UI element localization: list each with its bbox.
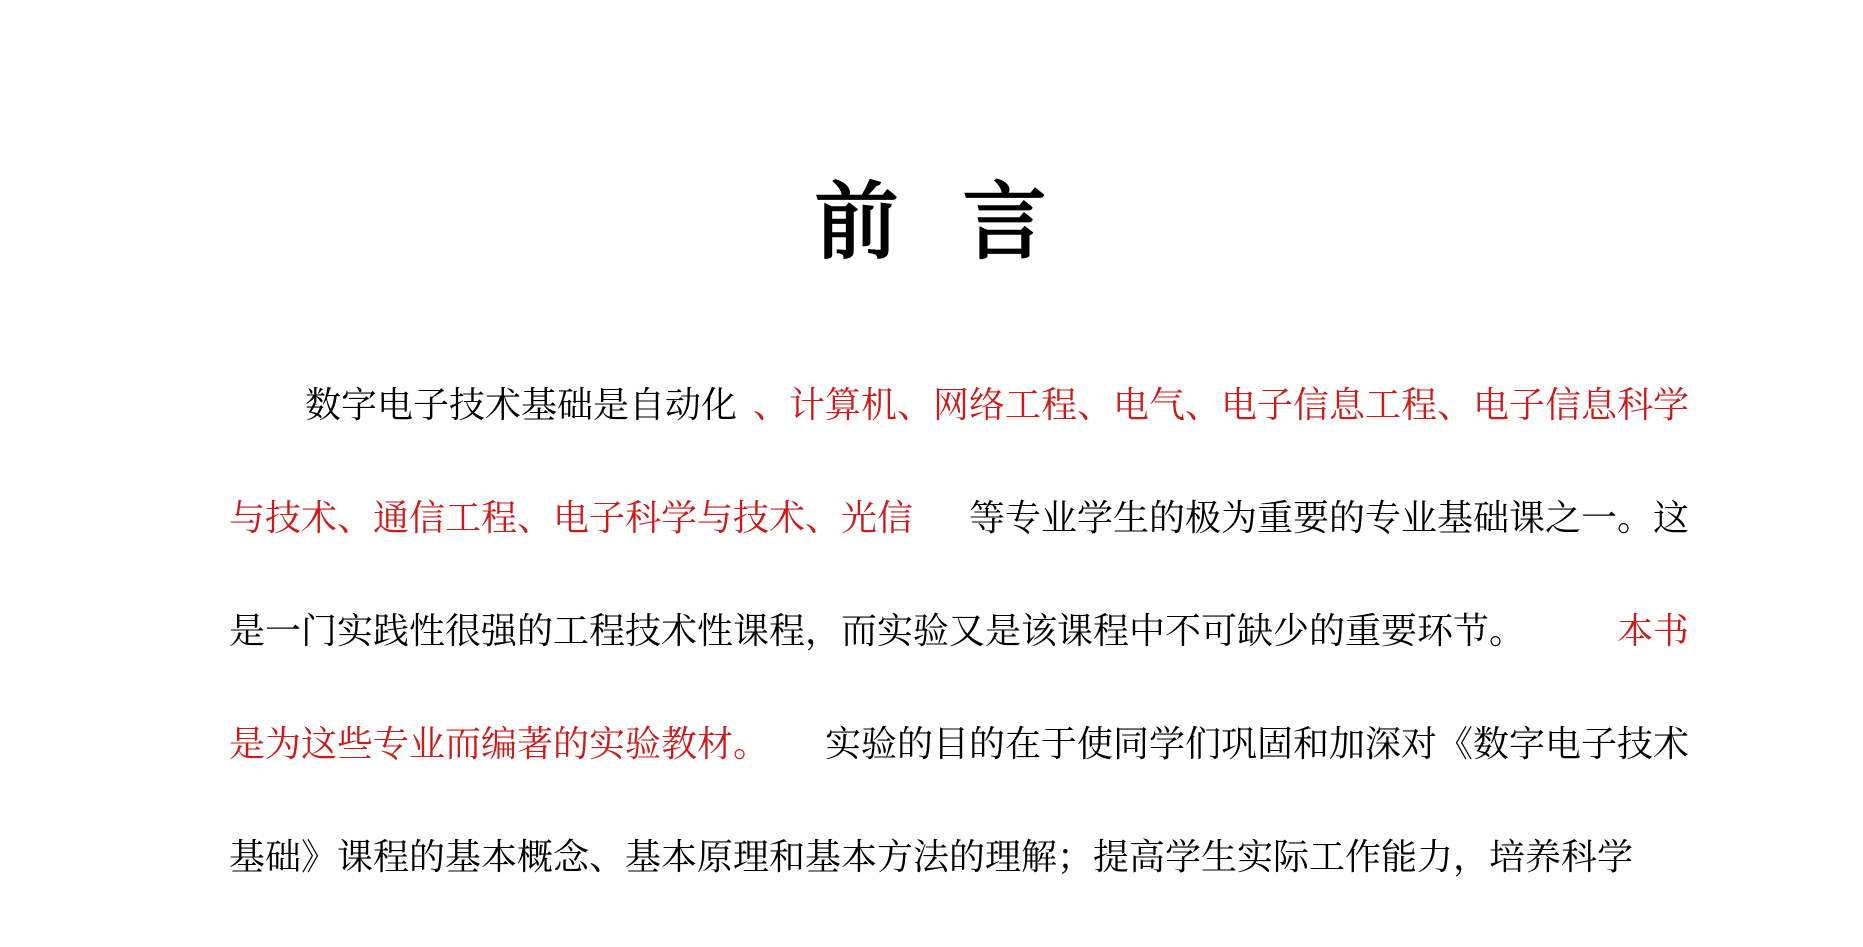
paragraph-line-1	[229, 382, 1689, 495]
line-4-text-normal: 实验的目的在于使同学们巩固和加深对《数字电子技术	[824, 724, 1689, 765]
line-2-text-highlight: 与技术、通信工程、电子科学与技术、光信	[229, 498, 914, 539]
line-3-text-highlight: 本书	[1616, 611, 1689, 652]
page-title	[0, 172, 1863, 272]
line-1-text-highlight: 、计算机、网络工程、电气、电子信息工程、电子信息科学	[752, 385, 1689, 426]
line-5-text-normal: 基础》课程的基本概念、基本原理和基本方法的理解；提高学生实际工作能力，培养科学	[229, 837, 1634, 878]
paragraph-line-3	[229, 608, 1689, 721]
line-1-text-normal: 数字电子技术基础是自动化	[305, 385, 738, 426]
line-4-text-highlight: 是为这些专业而编著的实验教材。	[229, 724, 770, 765]
paragraph-line-5	[229, 834, 1689, 947]
title-char-2: 言	[962, 173, 1049, 271]
title-char-1: 前	[814, 173, 901, 271]
line-2-text-normal: 等专业学生的极为重要的专业基础课之一。这	[968, 498, 1689, 539]
line-3-text-normal: 是一门实践性很强的工程技术性课程，而实验又是该课程中不可缺少的重要环节。	[229, 611, 1526, 652]
preface-paragraph	[229, 382, 1689, 947]
paragraph-line-2	[229, 495, 1689, 608]
paragraph-line-4	[229, 721, 1689, 834]
